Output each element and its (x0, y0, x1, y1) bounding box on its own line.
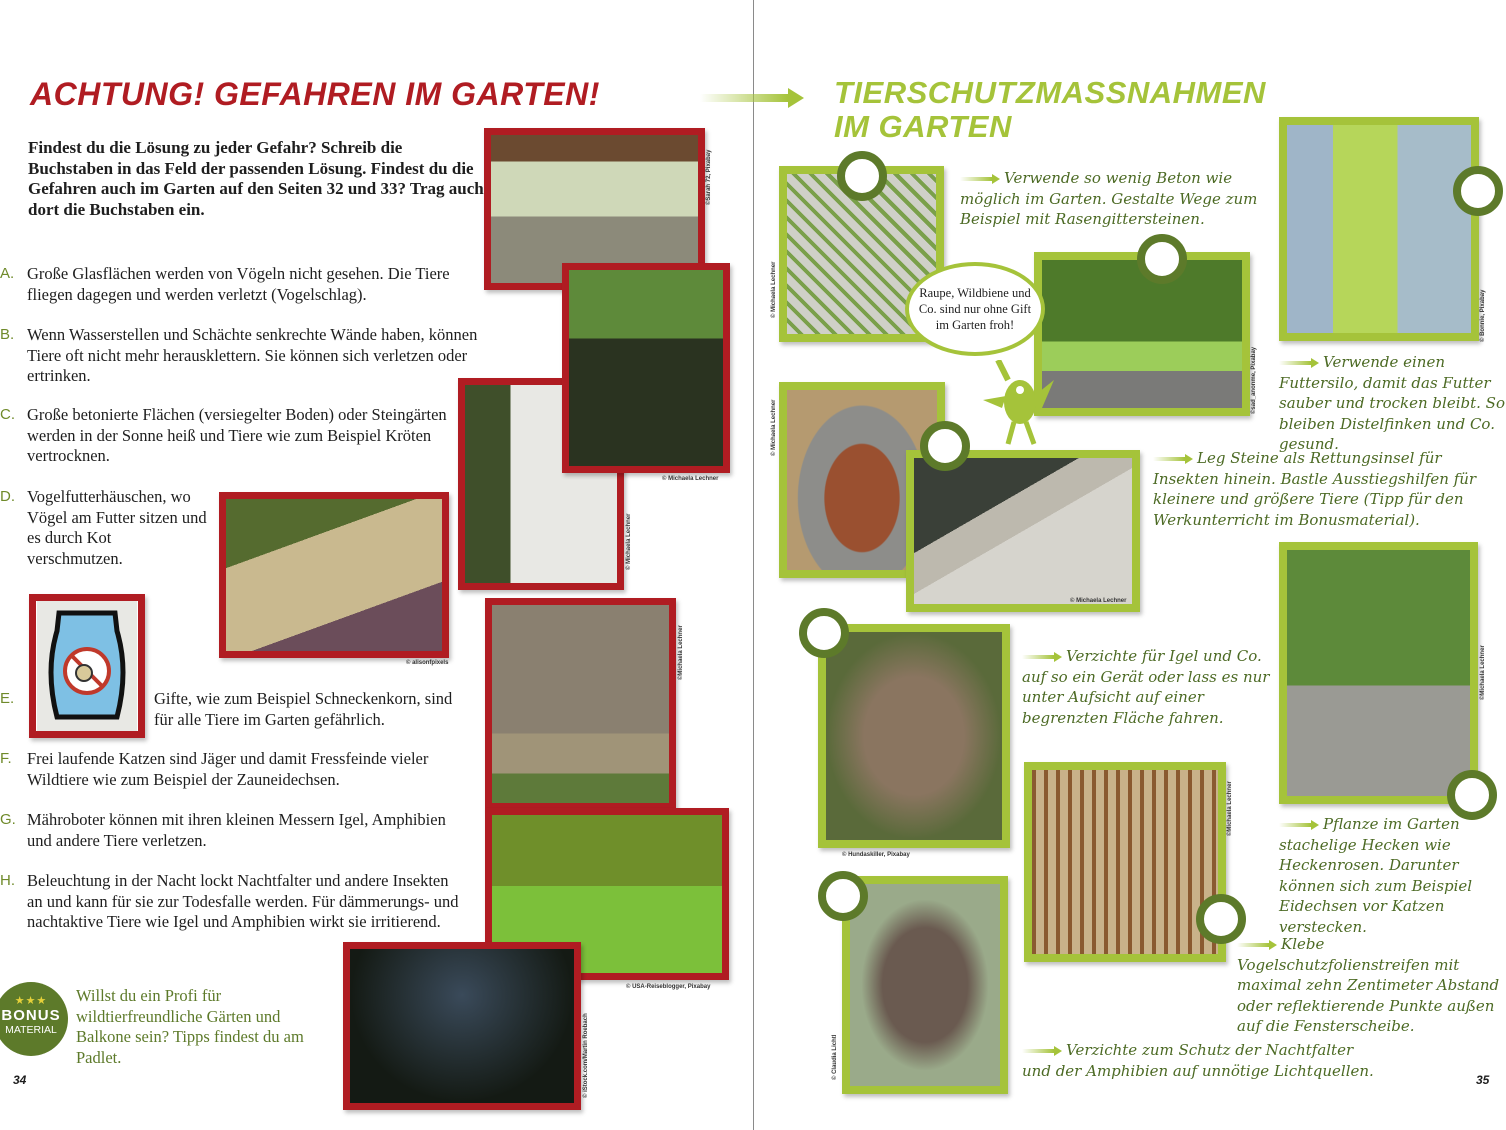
slug-pellets-icon (29, 594, 145, 738)
hazard-g: G. Mähroboter können mit ihren kleinen Messern Igel, Amphibien und andere Tiere verletzen. (0, 810, 446, 850)
arrow-right-icon (1022, 652, 1062, 662)
answer-ring[interactable] (1453, 166, 1503, 216)
hazard-d: D. Vogelfutterhäuschen, wo Vögel am Futter sitzen und es durch Kot verschmutzen. (0, 487, 207, 568)
answer-ring[interactable] (1447, 770, 1497, 820)
answer-ring[interactable] (799, 608, 849, 658)
photo-credit: © USA-Reiseblogger, Pixabay (626, 984, 711, 990)
photo-credit: © iStock.com/Martin Roebach (583, 1013, 589, 1098)
hazard-f: F. Frei laufende Katzen sind Jäger und damit Fressfeinde vieler Wildtiere wie zum Beispiel der Zauneidechsen. (0, 749, 429, 789)
bonus-text: Willst du ein Profi für wildtierfreundliche Gärten und Balkone sein? Tipps findest du am Padlet. (76, 986, 304, 1067)
intro-text: Findest du die Lösung zu jeder Gefahr? Schreib die Buchstaben in das Feld der passenden Lösung. Findest du die Gefahren auch im Garten auf den Seiten 32 und 33? Trag auch dort die Buchstaben ein. (28, 138, 484, 219)
arrow-right-icon (1237, 940, 1277, 950)
photo-credit: © alisonfpixels (406, 660, 449, 666)
stars-icon: ★★★ (14, 995, 48, 1007)
photo-credit: ©Michaela Lechner (1480, 645, 1486, 700)
answer-ring[interactable] (1137, 234, 1187, 284)
hazard-h: H. Beleuchtung in der Nacht lockt Nachtfalter und andere Insekten an und kann für sie zur Todesfalle werden. Für dämmerungs- und nachtaktive Tiere wie Igel und Amphibien wirkt sie irritierend. (0, 871, 459, 931)
hazard-a: A. Große Glasflächen werden von Vögeln nicht gesehen. Die Tiere fliegen dagegen und werden verletzt (Vogelschlag). (0, 264, 450, 304)
photo-credit: © Michaela Lechner (662, 476, 719, 482)
tip-mower: Verzichte für Igel und Co. auf so ein Gerät oder lass es nur unter Aufsicht auf einer begrenzten Fläche fahren. (1022, 647, 1270, 727)
left-page-title: ACHTUNG! GEFAHREN IM GARTEN! (30, 76, 600, 112)
bird-mascot-icon (978, 360, 1058, 450)
tip-bird-strips: Klebe Vogelschutzfolienstreifen mit maximal zehn Zentimeter Abstand oder reflektierende Punkte außen auf die Fensterscheibe. (1237, 935, 1500, 1035)
tip-feeder: Verwende einen Futtersilo, damit das Futter sauber und trocken bleibt. So bleiben Distelfinken und Co. gesund. (1279, 353, 1505, 453)
photo-credit: © Michaela Lechner (771, 261, 777, 318)
tip-exit-ramp: Leg Steine als Rettungsinsel für Insekten hinein. Bastle Ausstiegshilfen für kleinere und größere Tiere (Tipp für den Werkunterricht im Bonusmaterial). (1153, 449, 1477, 529)
page-number-left: 34 (13, 1073, 27, 1087)
photo-credit: © Michaela Lechner (1070, 598, 1127, 604)
arrow-right-icon (1279, 820, 1319, 830)
arrow-right-icon (1279, 358, 1319, 368)
right-page-title: TIERSCHUTZMASSNAHMEN IM GARTEN (834, 75, 1266, 144)
answer-ring[interactable] (818, 871, 868, 921)
arrow-right-icon (960, 174, 1000, 184)
photo-exit-ramp (906, 450, 1140, 612)
photo-credit: ©Sarah 72, Pixabay (706, 149, 712, 205)
photo-credit: © Bonnie, Pixabay (1480, 289, 1486, 342)
hazard-b: B. Wenn Wasserstellen und Schächte senkrechte Wände haben, können Tiere oft nicht mehr herausklettern. Sie können sich verletzen oder ertrinken. (0, 325, 478, 385)
speech-bubble: Raupe, Wildbiene und Co. sind nur ohne Gift im Garten froh! (905, 262, 1045, 356)
photo-night-lights (343, 942, 581, 1110)
bonus-material-badge[interactable]: ★★★ BONUS MATERIAL (0, 982, 68, 1056)
hazard-e: E. Gifte, wie zum Beispiel Schneckenkorn, sind für alle Tiere im Garten gefährlich. (0, 689, 453, 729)
arrow-right-icon (700, 88, 804, 108)
photo-cat (485, 598, 676, 810)
photo-pond-lilies (562, 263, 730, 473)
photo-credit: © Michaela Lechner (626, 513, 632, 570)
tip-hedges: Pflanze im Garten stachelige Hecken wie Heckenrosen. Darunter können sich zum Beispiel Eidechsen vor Katzen verstecken. (1279, 815, 1473, 936)
photo-glass-window-garden (1024, 762, 1226, 962)
photo-credit: © Michaela Lechner (771, 399, 777, 456)
photo-credit: ©Michaela Lechner (1227, 781, 1233, 836)
hazard-c: C. Große betonierte Flächen (versiegelter Boden) oder Steingärten werden in der Sonne heiß und Tiere wie zum Beispiel Kröten vertrocknen. (0, 405, 447, 465)
page-number-right: 35 (1476, 1073, 1490, 1087)
photo-goldfinches-feeder (1279, 117, 1479, 341)
photo-credit: © Claudia Lichtl (832, 1034, 838, 1080)
photo-hedge-rocks (1279, 542, 1478, 804)
photo-credit: © Hundaskiller, Pixabay (842, 852, 910, 858)
answer-ring[interactable] (920, 421, 970, 471)
tip-lights: Verzichte zum Schutz der Nachtfalter und der Amphibien auf unnötige Lichtquellen. (1022, 1041, 1374, 1080)
photo-caterpillar (1034, 252, 1250, 416)
no-snail-poison-icon (36, 601, 138, 731)
photo-credit: ©Michaela Lechner (678, 625, 684, 680)
arrow-right-icon (1022, 1046, 1062, 1056)
page-spine (753, 0, 754, 1130)
tip-pavers: Verwende so wenig Beton wie möglich im Garten. Gestalte Wege zum Beispiel mit Rasengittersteinen. (960, 169, 1258, 228)
photo-credit: ©sad_anonme, Pixabay (1251, 346, 1257, 414)
photo-bird-feeder (219, 492, 449, 658)
photo-moth (842, 876, 1008, 1094)
arrow-right-icon (1153, 454, 1193, 464)
photo-hedgehog (818, 624, 1010, 848)
answer-ring[interactable] (837, 151, 887, 201)
